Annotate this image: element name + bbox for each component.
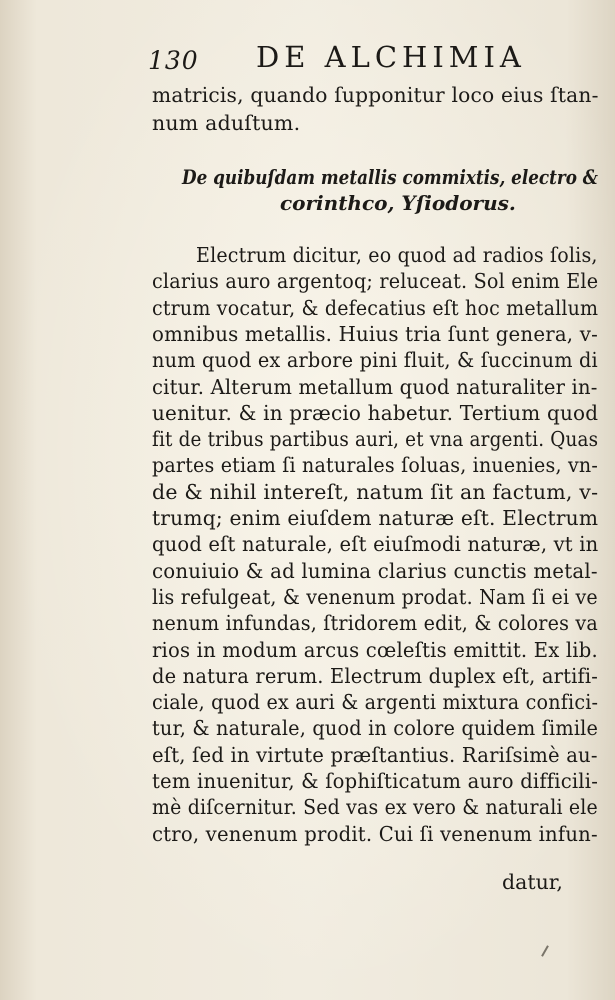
text-line: clarius auro argentoq; reluceat. Sol enim Ele (152, 269, 599, 294)
text-line: citur. Alterum metallum quod naturaliter in- (152, 374, 598, 399)
text-line: matricis, quando ſupponitur loco eius ſtan- (152, 83, 599, 107)
text-line: eſt, ſed in virtute præſtantius. Rariſsimè au- (152, 742, 598, 767)
text-line: trumq; enim eiuſdem naturæ eſt. Electrum (152, 506, 599, 530)
text-line: rios in modum arcus cœleſtis emittit. Ex lib. (152, 637, 598, 662)
text-line: nenum infundas, ſtridorem edit, & colores va (152, 611, 599, 636)
text-line: mè diſcernitur. Sed vas ex vero & naturali ele (152, 795, 598, 820)
running-head: DE ALCHIMIA (256, 40, 526, 74)
text-line: de & nihil intereſt, natum ſit an factum, v- (152, 479, 599, 504)
text-line: tem inuenitur, & ſophiſticatum auro difficili- (152, 769, 599, 793)
catchword: datur, (502, 870, 563, 894)
text-line: conuiuio & ad lumina clarius cunctis metal- (152, 558, 598, 583)
text-line: fit de tribus partibus auri, et vna argenti. Quas (152, 427, 599, 452)
text-line: Electrum dicitur, eo quod ad radios ſolis, (196, 243, 598, 267)
text-line: ctrum vocatur, & defecatius eſt hoc metallum (152, 295, 599, 320)
text-line: uenitur. & in præcio habetur. Tertium quod (152, 400, 599, 425)
page-number: 130 (148, 46, 199, 75)
text-line: lis refulgeat, & venenum prodat. Nam ſi ei ve (152, 584, 598, 609)
text-line: partes etiam ſi naturales ſoluas, inuenies, vn- (152, 453, 598, 478)
section-heading: De quibuſdam metallis commixtis, electro & (182, 165, 598, 189)
text-line: num aduſtum. (152, 111, 301, 135)
text-line: omnibus metallis. Huius tria ſunt genera, v- (152, 321, 598, 346)
page-header (148, 38, 526, 78)
text-line: ctro, venenum prodit. Cui ſi venenum infun- (152, 821, 598, 846)
text-line: quod eſt naturale, eſt eiuſmodi naturæ, vt in (152, 532, 599, 557)
text-line: num quod ex arbore pini fluit, & ſuccinum di (152, 348, 598, 373)
text-line: de natura rerum. Electrum duplex eſt, artifi- (152, 663, 599, 688)
text-line: tur, & naturale, quod in colore quidem ſimile (152, 716, 599, 741)
text-line: ciale, quod ex auri & argenti mixtura confici- (152, 690, 599, 715)
ink-mark (541, 945, 549, 956)
section-heading: corinthco, Yſiodorus. (280, 191, 516, 215)
